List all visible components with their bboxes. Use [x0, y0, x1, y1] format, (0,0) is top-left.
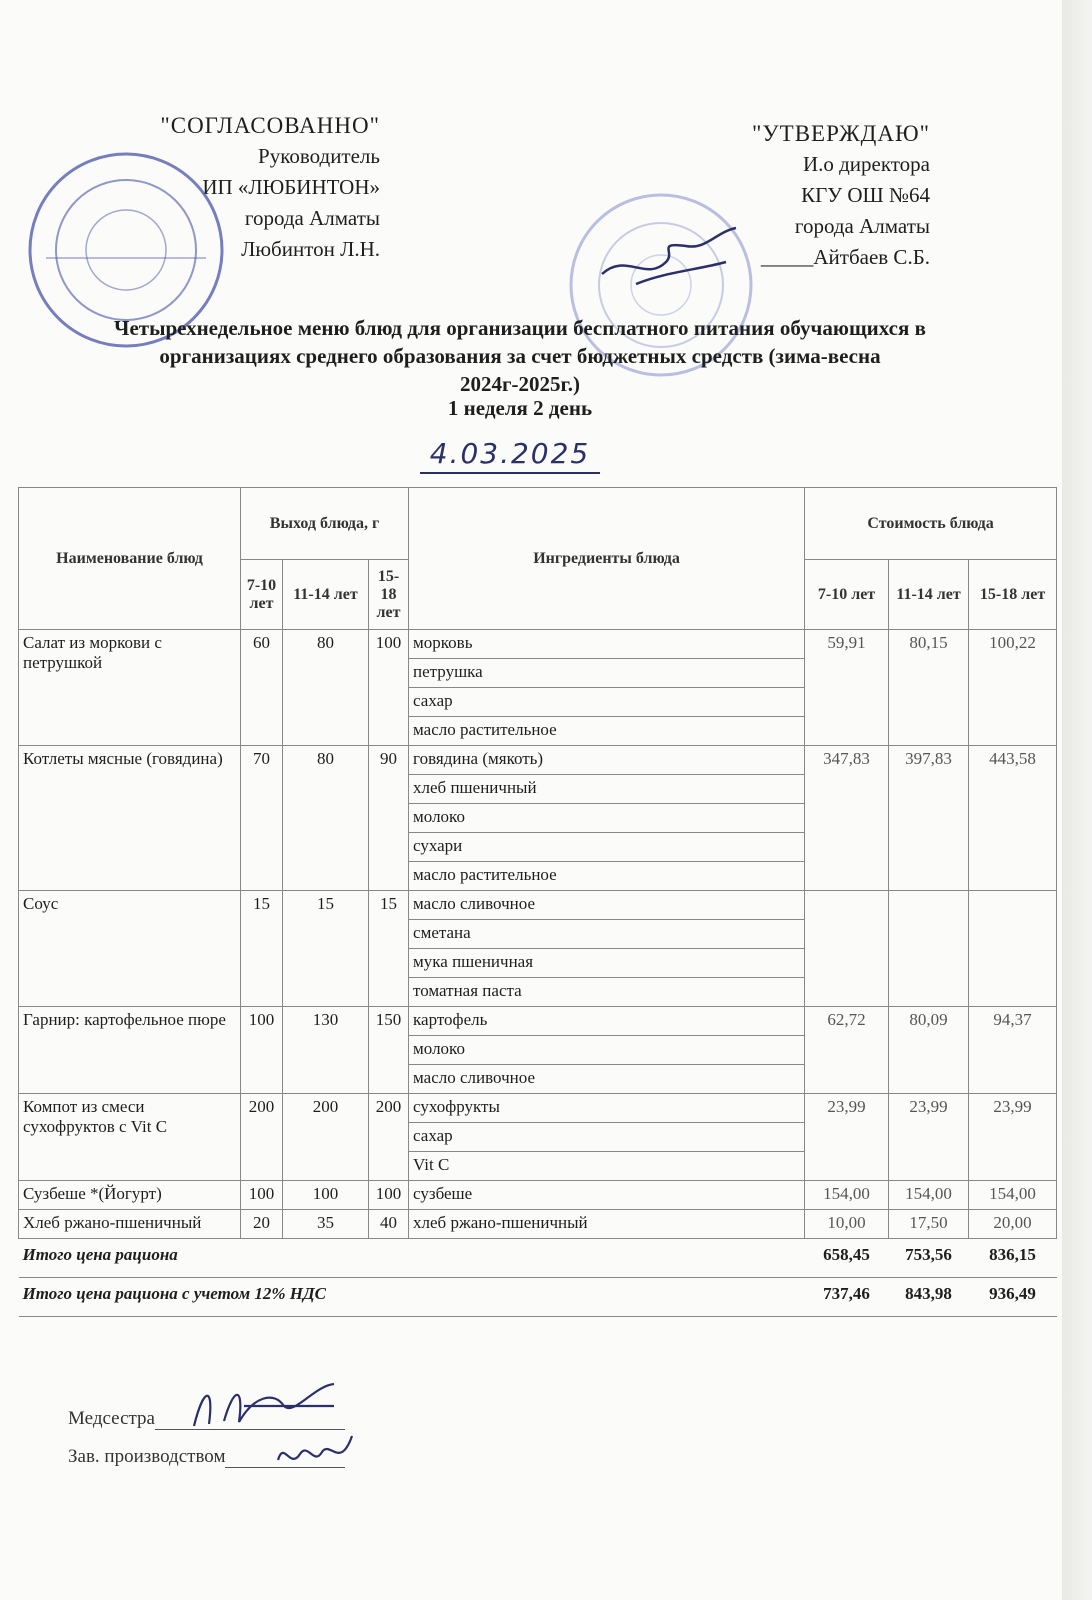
- dish-output: 35: [283, 1210, 369, 1239]
- total-value: 753,56: [889, 1239, 969, 1278]
- approval-left-heading: "СОГЛАСОВАННО": [160, 113, 380, 138]
- page-title: Четырехнедельное меню блюд для организации бесплатного питания обучающихся в организациях среднего образования за счет бюджетных средств (зима-весна 2024г-2025г.): [114, 316, 926, 396]
- approval-right-heading: "УТВЕРЖДАЮ": [751, 121, 930, 146]
- ingredient: картофель: [409, 1007, 805, 1036]
- dish-name: Хлеб ржано-пшеничный: [19, 1210, 241, 1239]
- dish-name: Гарнир: картофельное пюре: [19, 1007, 241, 1094]
- ingredient: морковь: [409, 630, 805, 659]
- ingredient: молоко: [409, 1036, 805, 1065]
- total-row: [19, 1239, 1057, 1278]
- header-cost-age: 7-10 лет: [805, 560, 889, 630]
- dish-output: 90: [369, 746, 409, 891]
- director-signature-icon: [596, 222, 746, 292]
- total-value: 658,45: [805, 1239, 889, 1278]
- dish-output: 70: [241, 746, 283, 891]
- header-cost-age: 15-18 лет: [969, 560, 1057, 630]
- dish-cost: 80,09: [889, 1007, 969, 1094]
- dish-output: 150: [369, 1007, 409, 1094]
- approval-left-line: города Алматы: [244, 206, 380, 230]
- ingredient: масло сливочное: [409, 1065, 805, 1094]
- total-row: [19, 1278, 1057, 1317]
- signature-label: Зав. производством: [68, 1446, 226, 1467]
- dish-output: 15: [241, 891, 283, 1007]
- dish-output: 200: [369, 1094, 409, 1181]
- ingredient: хлеб пшеничный: [409, 775, 805, 804]
- dish-output: 200: [241, 1094, 283, 1181]
- total-label: Итого цена рациона: [19, 1239, 805, 1278]
- dish-cost: 443,58: [969, 746, 1057, 891]
- dish-output: 15: [283, 891, 369, 1007]
- production-signature-icon: [270, 1430, 360, 1480]
- dish-cost: 154,00: [889, 1181, 969, 1210]
- dish-cost: 10,00: [805, 1210, 889, 1239]
- header-cost: Стоимость блюда: [805, 488, 1057, 560]
- dish-cost: 20,00: [969, 1210, 1057, 1239]
- ingredient: хлеб ржано-пшеничный: [409, 1210, 805, 1239]
- total-value: 737,46: [805, 1278, 889, 1317]
- dish-name: Салат из моркови с петрушкой: [19, 630, 241, 746]
- table-row: [19, 630, 1057, 659]
- dish-cost: [805, 891, 889, 1007]
- nurse-signature-icon: [184, 1376, 344, 1436]
- dish-cost: 59,91: [805, 630, 889, 746]
- ingredient: масло сливочное: [409, 891, 805, 920]
- ingredient: масло растительное: [409, 717, 805, 746]
- dish-cost: 154,00: [969, 1181, 1057, 1210]
- dish-cost: 94,37: [969, 1007, 1057, 1094]
- ingredient: мука пшеничная: [409, 949, 805, 978]
- dish-cost: 100,22: [969, 630, 1057, 746]
- ingredient: сметана: [409, 920, 805, 949]
- dish-name: Котлеты мясные (говядина): [19, 746, 241, 891]
- header-cost-age: 11-14 лет: [889, 560, 969, 630]
- menu-table: [18, 487, 1057, 1317]
- dish-cost: 154,00: [805, 1181, 889, 1210]
- table-row: [19, 746, 1057, 775]
- total-value: 936,49: [969, 1278, 1057, 1317]
- table-row: [19, 891, 1057, 920]
- dish-output: 15: [369, 891, 409, 1007]
- dish-cost: 397,83: [889, 746, 969, 891]
- ingredient: масло растительное: [409, 862, 805, 891]
- ingredient: петрушка: [409, 659, 805, 688]
- ingredient: сухофрукты: [409, 1094, 805, 1123]
- dish-cost: 23,99: [805, 1094, 889, 1181]
- header-ingredients: Ингредиенты блюда: [409, 488, 805, 630]
- dish-output: 200: [283, 1094, 369, 1181]
- dish-output: 100: [241, 1181, 283, 1210]
- dish-cost: 23,99: [969, 1094, 1057, 1181]
- dish-output: 130: [283, 1007, 369, 1094]
- approval-left-line: ИП «ЛЮБИНТОН»: [202, 175, 380, 199]
- total-value: 836,15: [969, 1239, 1057, 1278]
- dish-cost: 80,15: [889, 630, 969, 746]
- header-dish: Наименование блюд: [19, 488, 241, 630]
- dish-output: 40: [369, 1210, 409, 1239]
- dish-cost: 62,72: [805, 1007, 889, 1094]
- header-output: Выход блюда, г: [241, 488, 409, 560]
- dish-cost: [889, 891, 969, 1007]
- approval-right-line: _____Айтбаев С.Б.: [760, 245, 930, 269]
- dish-output: 100: [241, 1007, 283, 1094]
- ingredient: Vit C: [409, 1152, 805, 1181]
- table-row: [19, 1210, 1057, 1239]
- dish-output: 80: [283, 630, 369, 746]
- approval-right-line: КГУ ОШ №64: [801, 183, 930, 207]
- dish-cost: 23,99: [889, 1094, 969, 1181]
- dish-output: 20: [241, 1210, 283, 1239]
- header-age: 11-14 лет: [283, 560, 369, 630]
- approval-left-line: Любинтон Л.Н.: [241, 237, 380, 261]
- ingredient: сахар: [409, 688, 805, 717]
- ingredient: говядина (мякоть): [409, 746, 805, 775]
- page-edge-shadow: [1062, 0, 1092, 1600]
- ingredient: сузбеше: [409, 1181, 805, 1210]
- dish-name: Компот из смеси сухофруктов с Vit C: [19, 1094, 241, 1181]
- total-label: Итого цена рациона с учетом 12% НДС: [19, 1278, 805, 1317]
- header-age: 15-18 лет: [369, 560, 409, 630]
- header-age: 7-10 лет: [241, 560, 283, 630]
- dish-name: Соус: [19, 891, 241, 1007]
- total-value: 843,98: [889, 1278, 969, 1317]
- week-day: 1 неделя 2 день: [447, 396, 593, 420]
- dish-cost: 17,50: [889, 1210, 969, 1239]
- approval-right-line: И.о директора: [802, 152, 930, 176]
- approval-left-line: Руководитель: [258, 144, 380, 168]
- table-row: [19, 1007, 1057, 1036]
- dish-output: 100: [369, 630, 409, 746]
- signature-label: Медсестра: [68, 1408, 155, 1429]
- table-row: [19, 1094, 1057, 1123]
- approval-right-line: города Алматы: [794, 214, 930, 238]
- dish-output: 100: [369, 1181, 409, 1210]
- dish-cost: [969, 891, 1057, 1007]
- dish-output: 60: [241, 630, 283, 746]
- ingredient: молоко: [409, 804, 805, 833]
- ingredient: сахар: [409, 1123, 805, 1152]
- handwritten-date: 4.03.2025: [420, 436, 600, 474]
- menu-body: [19, 630, 1057, 1317]
- dish-name: Сузбеше *(Йогурт): [19, 1181, 241, 1210]
- ingredient: сухари: [409, 833, 805, 862]
- dish-cost: 347,83: [805, 746, 889, 891]
- dish-output: 100: [283, 1181, 369, 1210]
- ingredient: томатная паста: [409, 978, 805, 1007]
- dish-output: 80: [283, 746, 369, 891]
- table-row: [19, 1181, 1057, 1210]
